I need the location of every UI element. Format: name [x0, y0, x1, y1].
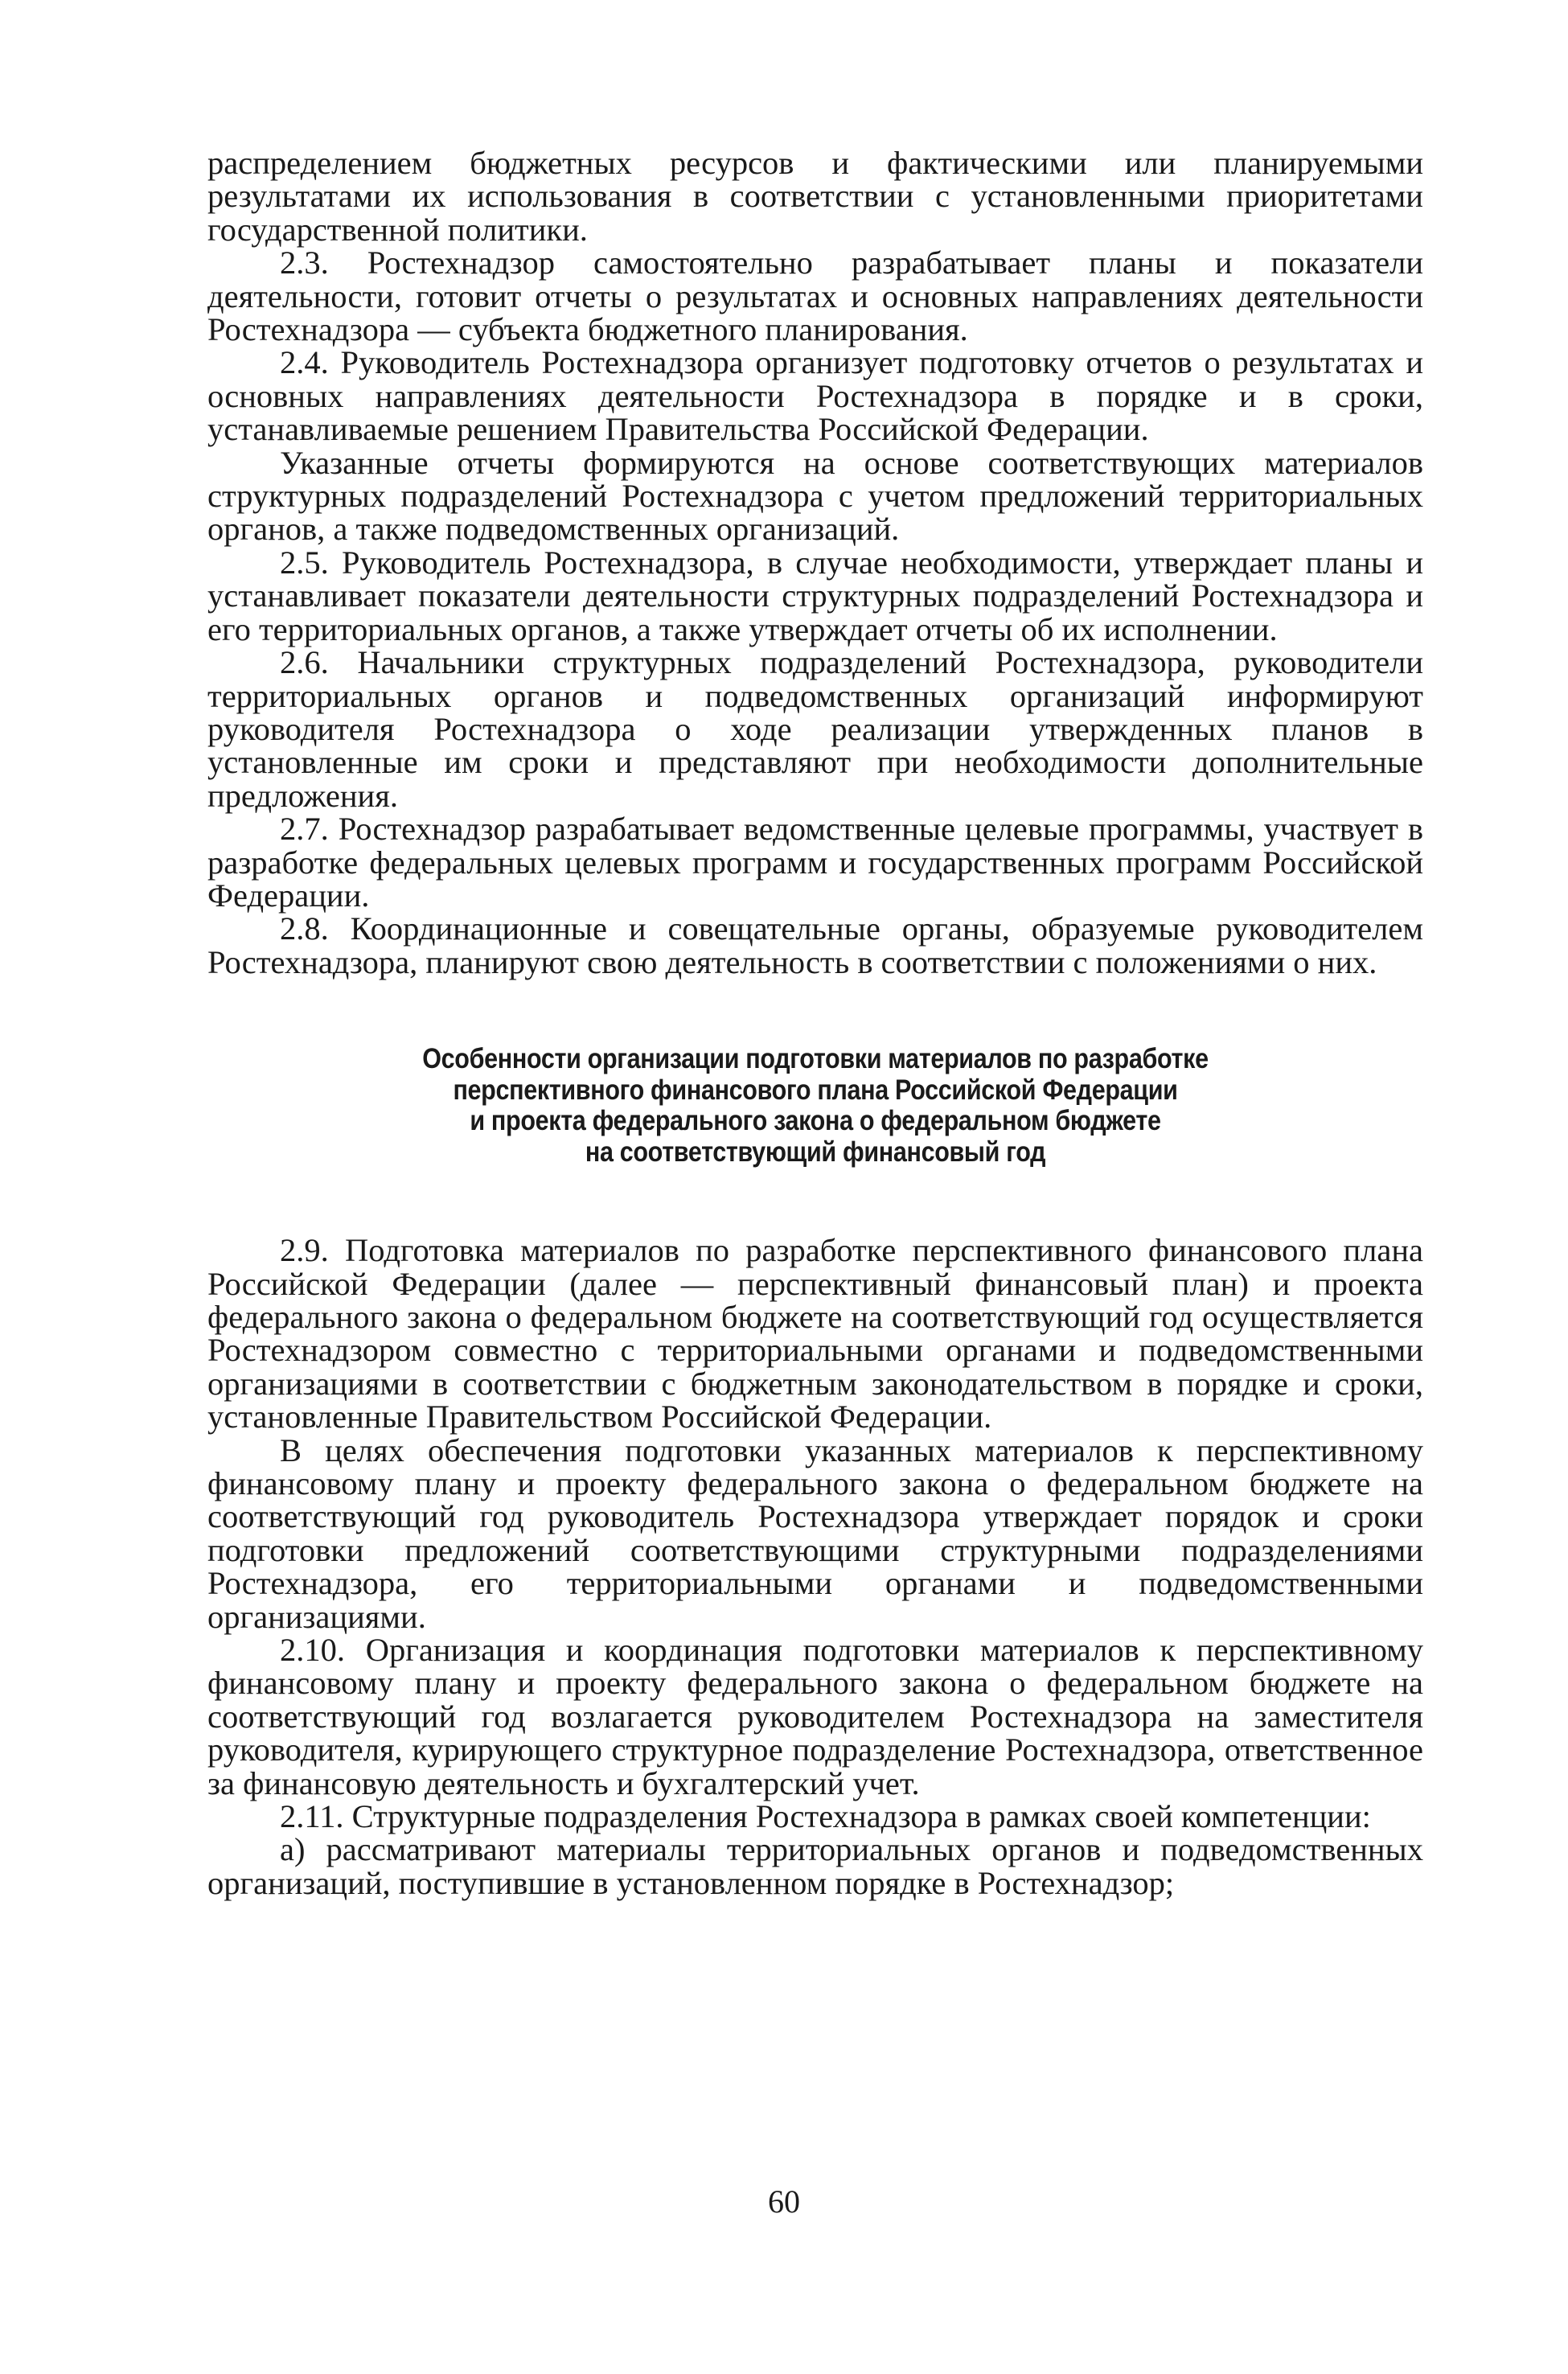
section-heading-line: на соответствующий финансовый год	[585, 1135, 1046, 1168]
paragraph-2-6: 2.6. Начальники структурных подразделений Ростехнадзора, руководители территориальных органов и подведомственных организаций информируют руководителя Ростехнадзора о ходе реализации утвержденных планов в установленные им сроки и представляют при необходимости дополнительные предложения.	[207, 644, 1423, 814]
section-heading	[293, 1043, 1338, 1167]
section-heading-line: Особенности организации подготовки материалов по разработке	[422, 1042, 1209, 1075]
paragraph-2-3: 2.3. Ростехнадзор самостоятельно разрабатывает планы и показатели деятельности, готовит отчеты о результатах и основных направлениях деятельности Ростехнадзора — субъекта бюджетного планирования.	[207, 244, 1423, 348]
paragraph-2-11-a: а) рассматривают материалы территориальных органов и подведомственных организаций, поступившие в установленном порядке в Ростехнадзор;	[207, 1831, 1423, 1901]
paragraph-reports-formed: Указанные отчеты формируются на основе соответствующих материалов структурных подразделений Ростехнадзора с учетом предложений территориальных органов, а также подведомственных организаций.	[207, 444, 1423, 548]
paragraph-2-5: 2.5. Руководитель Ростехнадзора, в случае необходимости, утверждает планы и устанавливает показатели деятельности структурных подразделений Ростехнадзора и его территориальных органов, а также утверждает отчеты об их исполнении.	[207, 544, 1423, 647]
paragraph-2-11: 2.11. Структурные подразделения Ростехнадзора в рамках своей компетенции:	[280, 1798, 1371, 1835]
page-number: 60	[768, 2183, 800, 2220]
section-heading-line: и проекта федерального закона о федеральном бюджете	[470, 1104, 1161, 1137]
paragraph-2-4: 2.4. Руководитель Ростехнадзора организует подготовку отчетов о результатах и основных направлениях деятельности Ростехнадзора в порядке и в сроки, устанавливаемые решением Правительства Российской Федерации.	[207, 344, 1423, 448]
paragraph-2-10: 2.10. Организация и координация подготовки материалов к перспективному финансовому плану и проекту федерального закона о федеральном бюджете на соответствующий год возлагается руководителем Ростехнадзора на заместителя руководителя, курирующего структурное подразделение Ростехнадзора, ответственное за финансовую деятельность и бухгалтерский учет.	[207, 1632, 1423, 1801]
paragraph-2-8: 2.8. Координационные и совещательные органы, образуемые руководителем Ростехнадзора, планируют свою деятельность в соответствии с положениями о них.	[207, 910, 1423, 980]
section-heading-line: перспективного финансового плана Российской Федерации	[453, 1073, 1178, 1106]
paragraph-2-9: 2.9. Подготовка материалов по разработке перспективного финансового плана Российской Федерации (далее — перспективный финансовый план) и проекта федерального закона о федеральном бюджете на соответствующий год осуществляется Ростехнадзором совместно с территориальными органами и подведомственными организациями в соответствии с бюджетным законодательством в порядке и сроки, установленные Правительством Российской Федерации.	[207, 1232, 1423, 1435]
paragraph-continuation: распределением бюджетных ресурсов и фактическими или планируемыми результатами их использования в соответствии с установленными приоритетами государственной политики.	[207, 145, 1423, 248]
document-page	[207, 146, 1423, 1900]
paragraph-preparation-purpose: В целях обеспечения подготовки указанных материалов к перспективному финансовому плану и проекту федерального закона о федеральном бюджете на соответствующий год руководитель Ростехнадзора утверждает порядок и сроки подготовки предложений соответствующими структурными подразделениями Ростехнадзора, его территориальными органами и подведомственными организациями.	[207, 1431, 1423, 1635]
paragraph-2-7: 2.7. Ростехнадзор разрабатывает ведомственные целевые программы, участвует в разработке федеральных целевых программ и государственных программ Российской Федерации.	[207, 811, 1423, 914]
